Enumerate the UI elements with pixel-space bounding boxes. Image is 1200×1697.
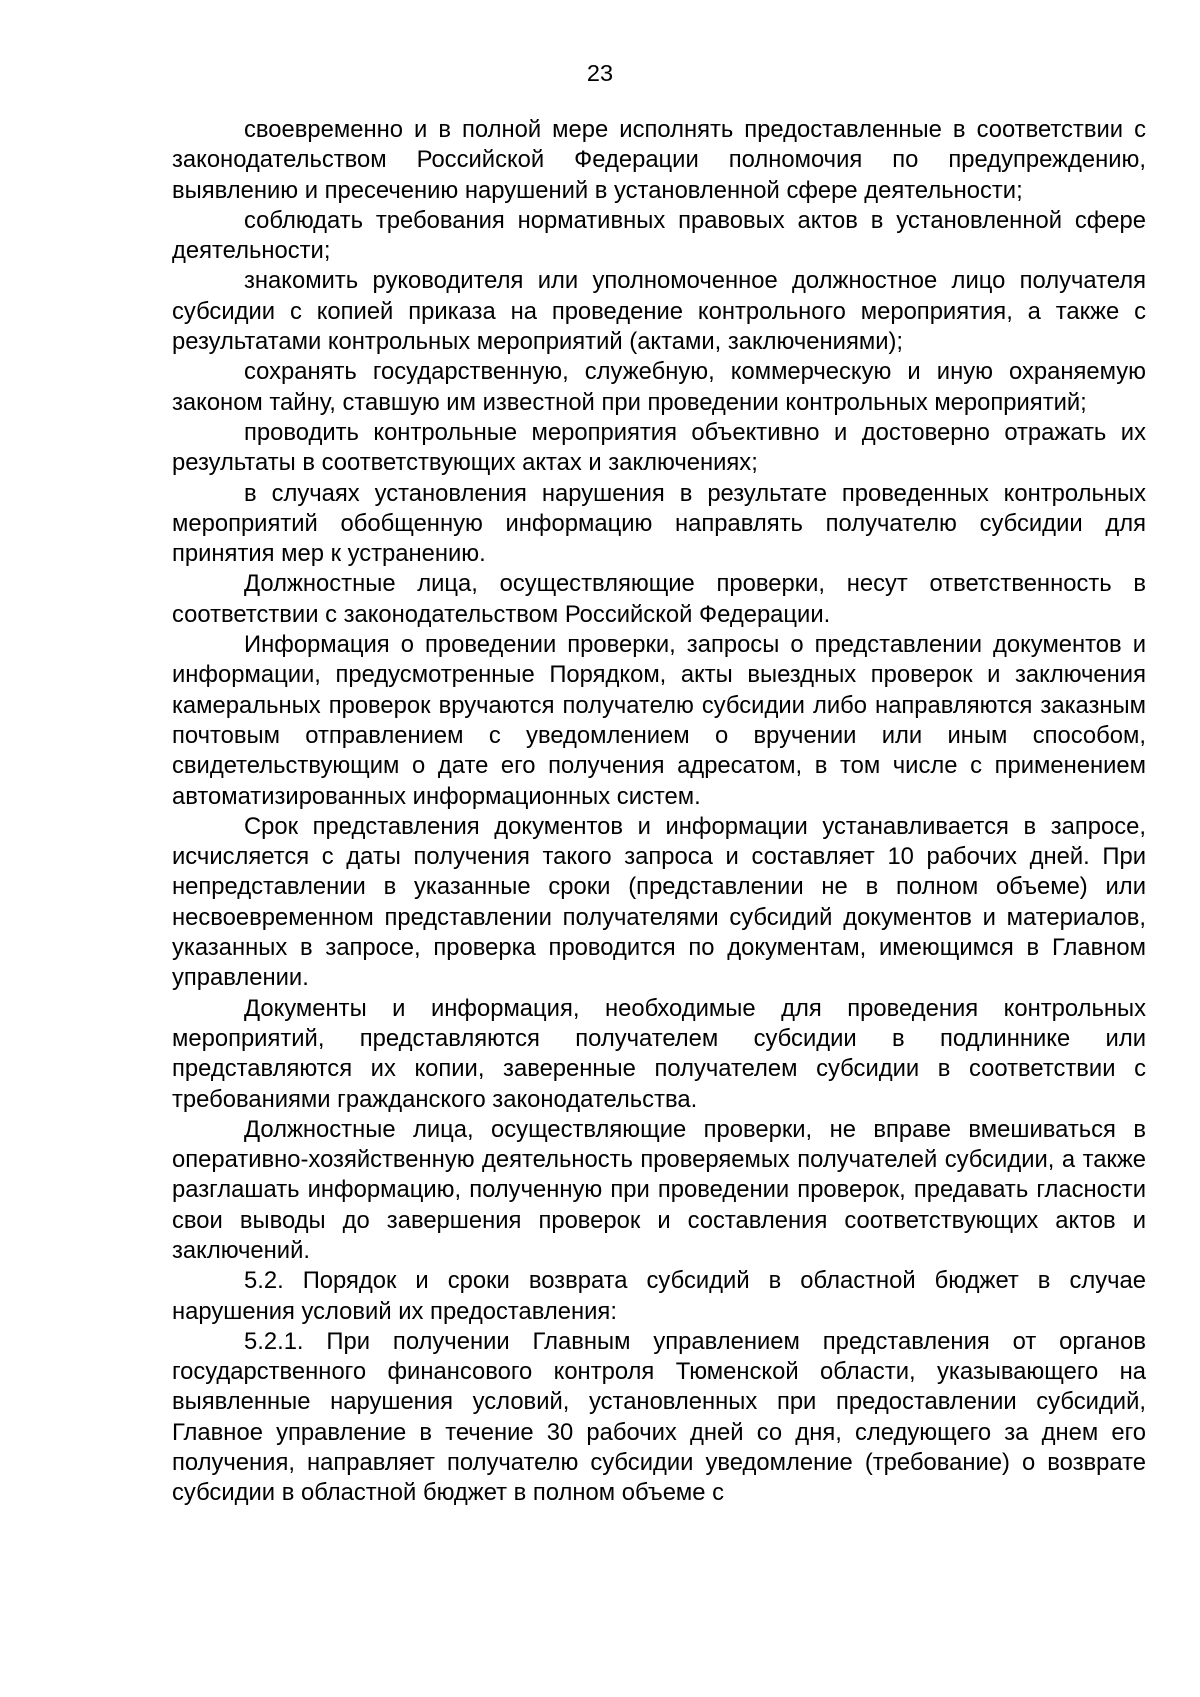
page-number: 23 — [586, 60, 614, 86]
paragraph: Срок представления документов и информации устанавливается в запросе, исчисляется с даты получения такого запроса и составляет 10 рабочих дней. При непредставлении в указанные сроки (представлении не в полном объеме) или несвоевременном представлении получателями субсидий документов и материалов, указанных в запросе, проверка проводится по документам, имеющимся в Главном управлении. — [172, 812, 1146, 992]
paragraph: своевременно и в полной мере исполнять предоставленные в соответствии с законодательством Российской Федерации полномочия по предупреждению, выявлению и пресечению нарушений в установленной сфере деятельности; — [172, 116, 1146, 204]
paragraph: соблюдать требования нормативных правовых актов в установленной сфере деятельности; — [172, 206, 1146, 265]
document-body — [172, 115, 1146, 1509]
paragraph: Информация о проведении проверки, запросы о представлении документов и информации, предусмотренные Порядком, акты выездных проверок и заключения камеральных проверок вручаются получателю субсидии либо направляются заказным почтовым отправлением с уведомлением о вручении или иным способом, свидетельствующим о дате его получения адресатом, в том числе с применением автоматизированных информационных систем. — [172, 631, 1146, 810]
paragraph: Должностные лица, осуществляющие проверки, не вправе вмешиваться в оперативно-хозяйственную деятельность проверяемых получателей субсидии, а также разглашать информацию, полученную при проведении проверок, предавать гласности свои выводы до завершения проверок и составления соответствующих актов и заключений. — [172, 1115, 1146, 1264]
paragraph: знакомить руководителя или уполномоченное должностное лицо получателя субсидии с копией приказа на проведение контрольного мероприятия, а также с результатами контрольных мероприятий (актами, заключениями); — [172, 267, 1146, 356]
paragraph: сохранять государственную, служебную, коммерческую и иную охраняемую законом тайну, ставшую им известной при проведении контрольных мероприятий; — [172, 358, 1146, 416]
paragraph: 5.2. Порядок и сроки возврата субсидий в областной бюджет в случае нарушения условий их предоставления: — [172, 1267, 1146, 1325]
paragraph: Документы и информация, необходимые для проведения контрольных мероприятий, представляются получателем субсидии в подлиннике или представляются их копии, заверенные получателем субсидии в соответствии с требованиями гражданского законодательства. — [172, 994, 1146, 1113]
paragraph: проводить контрольные мероприятия объективно и достоверно отражать их результаты в соответствующих актах и заключениях; — [172, 418, 1146, 477]
paragraph: 5.2.1. При получении Главным управлением представления от органов государственного финансового контроля Тюменской области, указывающего на выявленные нарушения условий, установленных при предоставлении субсидий, Главное управление в течение 30 рабочих дней со дня, следующего за днем его получения, направляет получателю субсидии уведомление (требование) о возврате субсидии в областной бюджет в полном объеме с — [172, 1327, 1146, 1507]
paragraph: Должностные лица, осуществляющие проверки, несут ответственность в соответствии с законодательством Российской Федерации. — [172, 570, 1146, 628]
paragraph: в случаях установления нарушения в результате проведенных контрольных мероприятий обобщенную информацию направлять получателю субсидии для принятия мер к устранению. — [172, 479, 1146, 568]
